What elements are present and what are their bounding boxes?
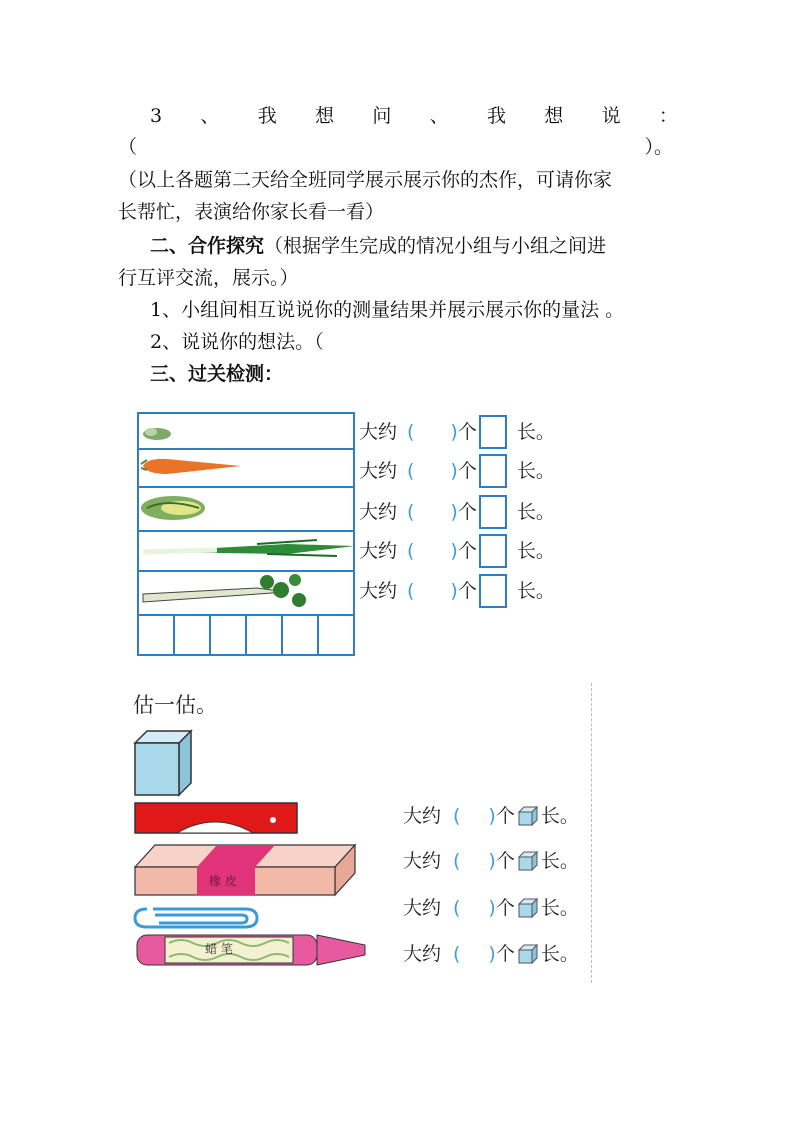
long-label: 长。 bbox=[540, 805, 579, 827]
long-label: 长。 bbox=[516, 460, 555, 482]
about-label: 大约 bbox=[359, 501, 398, 523]
q3-char: 想 bbox=[544, 105, 564, 127]
unit-label: 个 bbox=[457, 421, 477, 443]
cube-icon bbox=[135, 731, 191, 795]
unit-square-icon bbox=[479, 415, 507, 449]
unit-label: 个 bbox=[495, 943, 515, 965]
q3-char: 说 bbox=[601, 105, 621, 127]
vegetables-illustration bbox=[137, 412, 377, 622]
answer-blank-line bbox=[118, 131, 673, 163]
vegetable-measure-figure bbox=[125, 398, 610, 668]
about-label: 大约 bbox=[403, 850, 442, 872]
q3-char: 我 bbox=[257, 105, 277, 127]
unit-label: 个 bbox=[495, 805, 515, 827]
school-items-illustration bbox=[125, 683, 385, 973]
section2-desc: （根据学生完成的情况小组与小组之间进 bbox=[264, 235, 607, 257]
section2-heading: 二、合作探究 bbox=[150, 235, 265, 257]
cabbage-icon bbox=[141, 496, 205, 520]
vegetable-answer-row bbox=[359, 417, 555, 447]
paren-close: ) bbox=[488, 897, 496, 919]
estimate-answer-row bbox=[403, 801, 579, 831]
long-label: 长。 bbox=[516, 501, 555, 523]
estimate-figure bbox=[125, 683, 600, 983]
note-line-2: 长帮忙，表演给你家长看一看） bbox=[118, 201, 385, 223]
small-cube-icon bbox=[517, 805, 539, 827]
q3-char: 想 bbox=[315, 105, 335, 127]
q3-char: 、 bbox=[429, 105, 449, 127]
unit-label: 个 bbox=[495, 897, 515, 919]
paren-close: ) bbox=[488, 943, 496, 965]
long-label: 长。 bbox=[516, 540, 555, 562]
paren-open: ( bbox=[453, 805, 461, 827]
small-cube-icon bbox=[517, 850, 539, 872]
eraser-label: 橡 皮 bbox=[209, 874, 237, 888]
divider bbox=[591, 683, 592, 983]
vegetable-answer-row bbox=[359, 497, 555, 527]
paren-open: ( bbox=[453, 897, 461, 919]
unit-label: 个 bbox=[457, 580, 477, 602]
crayon-label: 蜡 笔 bbox=[205, 942, 233, 956]
vegetable-answer-row bbox=[359, 576, 555, 606]
unit-label: 个 bbox=[457, 501, 477, 523]
about-label: 大约 bbox=[359, 540, 398, 562]
q3-char: 、 bbox=[200, 105, 220, 127]
paren-close: ) bbox=[450, 421, 458, 443]
paren-close: ) bbox=[450, 540, 458, 562]
estimate-answer-row bbox=[403, 893, 579, 923]
paren-open: （ bbox=[118, 136, 138, 158]
long-label: 长。 bbox=[540, 897, 579, 919]
small-cube-icon bbox=[517, 943, 539, 965]
long-label: 长。 bbox=[540, 850, 579, 872]
paren-close: ) bbox=[450, 501, 458, 523]
q3-char: 3 bbox=[150, 105, 163, 127]
paren-close: ) bbox=[488, 805, 496, 827]
paper-clip-icon bbox=[135, 909, 257, 927]
q3-char: 我 bbox=[486, 105, 506, 127]
unit-square-icon bbox=[479, 574, 507, 608]
about-label: 大约 bbox=[403, 943, 442, 965]
long-label: 长。 bbox=[516, 580, 555, 602]
green-onion-icon bbox=[143, 540, 355, 556]
small-cube-icon bbox=[517, 897, 539, 919]
unit-square-icon bbox=[479, 534, 507, 568]
unit-square-icon bbox=[479, 454, 507, 488]
carrot-icon bbox=[141, 459, 241, 474]
paren-open: ( bbox=[453, 943, 461, 965]
celery-icon bbox=[143, 574, 306, 607]
section2-item-1: 1、小组间相互说说你的测量结果并展示展示你的量法 。 bbox=[150, 299, 625, 321]
paren-close: ) bbox=[450, 580, 458, 602]
crayon-icon bbox=[137, 935, 365, 965]
long-label: 长。 bbox=[516, 421, 555, 443]
paren-open: ( bbox=[407, 540, 415, 562]
vegetable-answer-row bbox=[359, 536, 555, 566]
eraser-icon bbox=[135, 845, 355, 895]
section2-heading-line bbox=[150, 230, 710, 262]
estimate-answer-row bbox=[403, 846, 579, 876]
paren-open: ( bbox=[407, 580, 415, 602]
question-3-line bbox=[150, 100, 678, 132]
about-label: 大约 bbox=[403, 897, 442, 919]
about-label: 大约 bbox=[403, 805, 442, 827]
ruler-icon bbox=[135, 803, 297, 833]
section2-desc-line-2: 行互评交流，展示。） bbox=[118, 267, 299, 289]
unit-label: 个 bbox=[457, 540, 477, 562]
about-label: 大约 bbox=[359, 580, 398, 602]
unit-label: 个 bbox=[457, 460, 477, 482]
estimate-title: 估一估。 bbox=[133, 693, 217, 717]
paren-open: ( bbox=[407, 460, 415, 482]
vegetable-answer-row bbox=[359, 456, 555, 486]
unit-label: 个 bbox=[495, 850, 515, 872]
paren-close: ）。 bbox=[644, 136, 673, 158]
about-label: 大约 bbox=[359, 460, 398, 482]
long-label: 长。 bbox=[540, 943, 579, 965]
paren-close: ) bbox=[488, 850, 496, 872]
section3-heading: 三、过关检测： bbox=[150, 363, 284, 385]
q3-char: 问 bbox=[372, 105, 392, 127]
small-vegetable-icon bbox=[143, 428, 171, 440]
paren-open: ( bbox=[407, 501, 415, 523]
paren-open: ( bbox=[453, 850, 461, 872]
note-line-1: （以上各题第二天给全班同学展示展示你的杰作，可请你家 bbox=[118, 169, 613, 191]
paren-close: ) bbox=[450, 460, 458, 482]
unit-square-icon bbox=[479, 495, 507, 529]
section2-item-2: 2、说说你的想法。（ bbox=[150, 331, 324, 353]
paren-open: ( bbox=[407, 421, 415, 443]
about-label: 大约 bbox=[359, 421, 398, 443]
estimate-answer-row bbox=[403, 939, 579, 969]
q3-char: ： bbox=[658, 105, 678, 127]
